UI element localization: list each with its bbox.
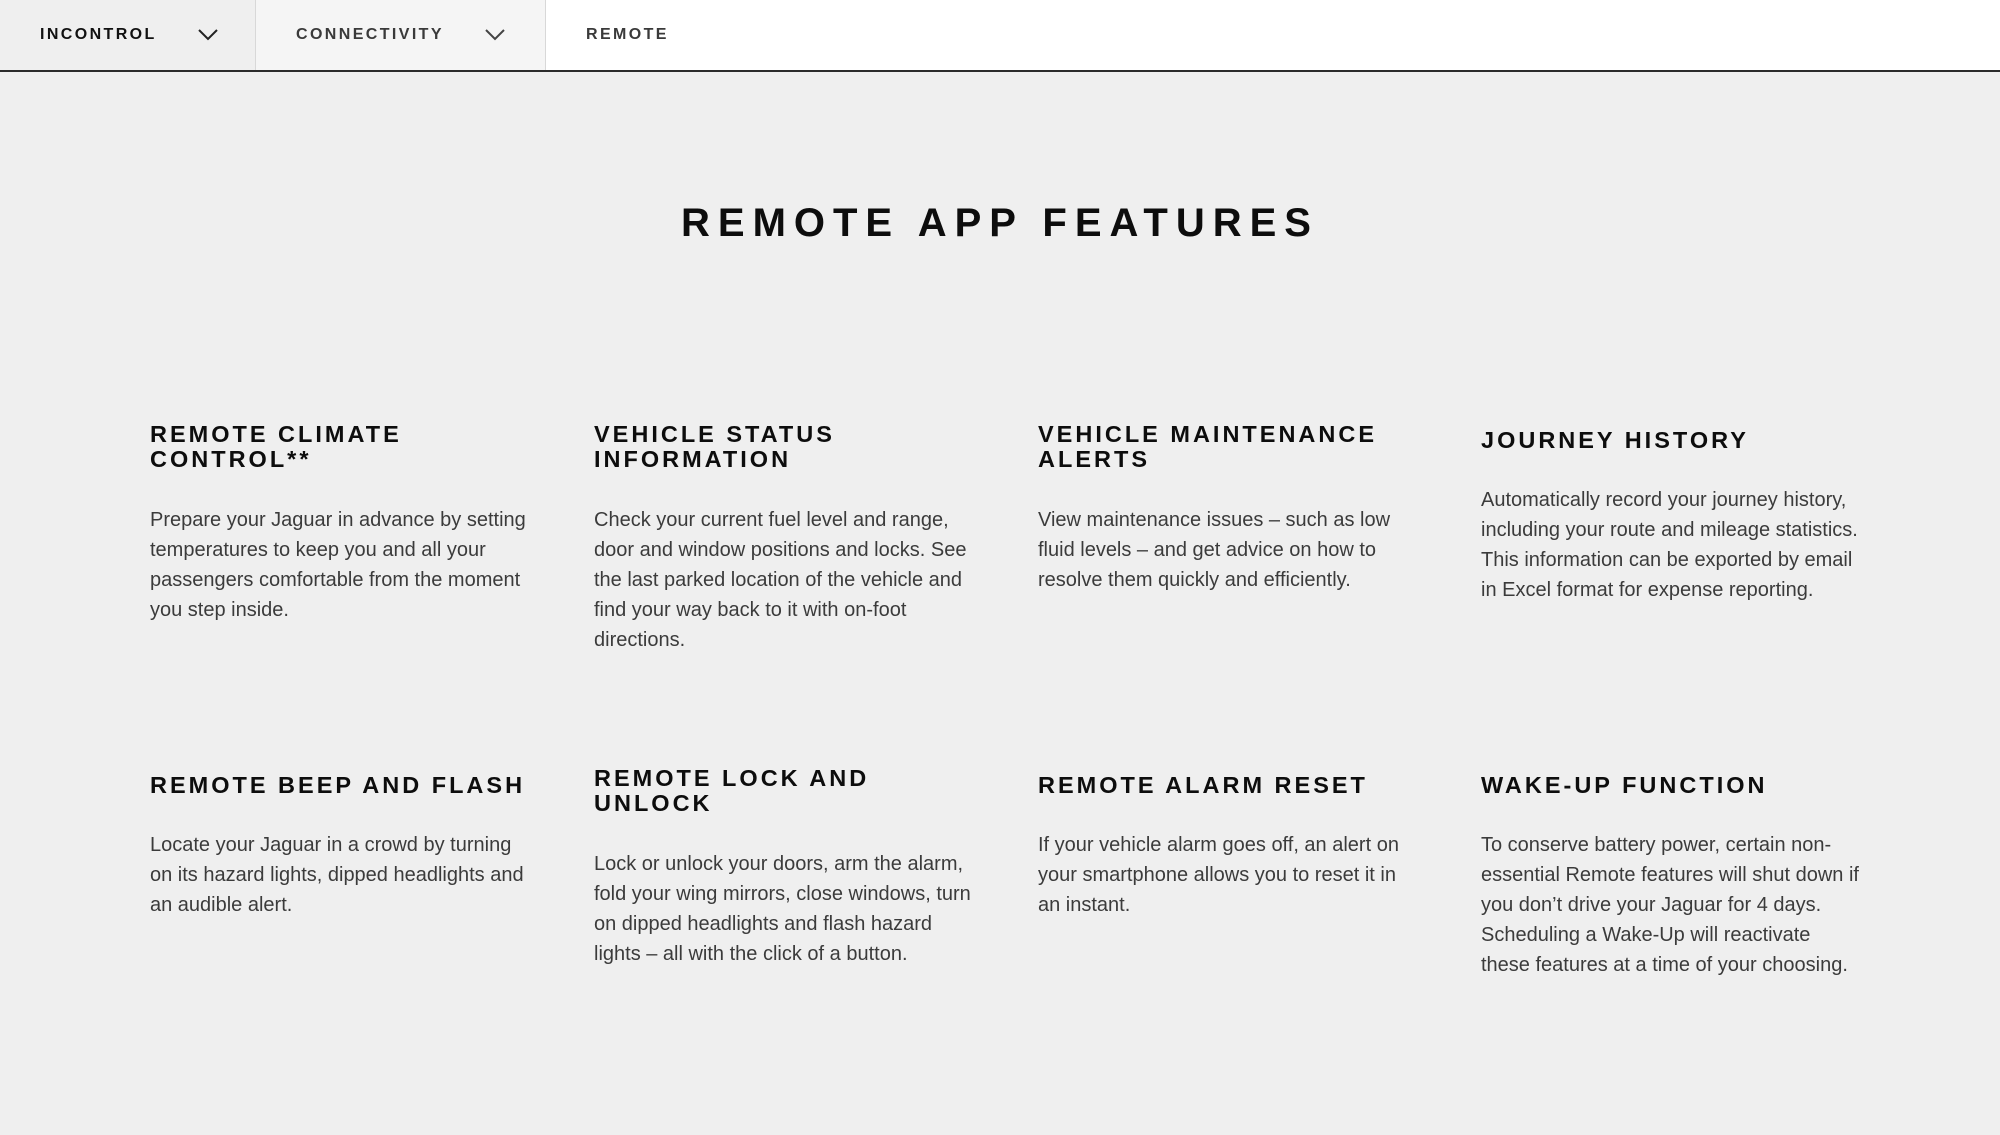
feature-title: JOURNEY HISTORY [1481, 427, 1749, 453]
section-navigation-bar [0, 0, 2000, 72]
feature-title: REMOTE ALARM RESET [1038, 772, 1368, 798]
feature-description: Automatically record your journey history, including your route and mileage statistics. This information can be exported by email in Excel format for expense reporting. [1481, 489, 1858, 601]
tab-remote[interactable] [546, 0, 709, 70]
feature-description: To conserve battery power, certain non-essential Remote features will shut down if you don’t drive your Jaguar for 4 days. Scheduling a Wake-Up will reactivate these features at a time of your choosing. [1481, 834, 1859, 976]
feature-title: VEHICLE STATUS INFORMATION [594, 421, 835, 472]
feature-description: Lock or unlock your doors, arm the alarm, fold your wing mirrors, close windows, turn on dipped headlights and flash hazard lights – all with the click of a button. [594, 853, 971, 965]
feature-title: REMOTE BEEP AND FLASH [150, 772, 526, 798]
feature-wake-up-function [1481, 769, 1861, 980]
tab-incontrol[interactable] [0, 0, 256, 70]
feature-title: REMOTE LOCK AND UNLOCK [594, 765, 870, 816]
feature-title: REMOTE CLIMATE CONTROL** [150, 421, 402, 472]
tab-connectivity[interactable] [256, 0, 546, 70]
feature-description: Prepare your Jaguar in advance by setting temperatures to keep you and all your passengers comfortable from the moment you step inside. [150, 509, 526, 621]
feature-vehicle-maintenance-alerts [1038, 422, 1418, 595]
feature-vehicle-status-information [594, 422, 974, 655]
feature-remote-alarm-reset [1038, 769, 1418, 920]
feature-remote-lock-and-unlock [594, 766, 974, 969]
tab-remote-label: REMOTE [586, 26, 669, 43]
tab-incontrol-label: INCONTROL [40, 26, 157, 43]
feature-remote-beep-and-flash [150, 769, 530, 920]
chevron-down-icon[interactable] [197, 24, 219, 46]
feature-description: Locate your Jaguar in a crowd by turning on its hazard lights, dipped headlights and an audible alert. [150, 834, 524, 916]
feature-remote-climate-control [150, 422, 530, 625]
chevron-down-icon[interactable] [484, 24, 506, 46]
feature-journey-history [1481, 424, 1861, 605]
page-title: REMOTE APP FEATURES [681, 201, 1319, 245]
tab-connectivity-label: CONNECTIVITY [296, 26, 444, 43]
feature-title: WAKE-UP FUNCTION [1481, 772, 1768, 798]
feature-description: If your vehicle alarm goes off, an alert on your smartphone allows you to reset it in an instant. [1038, 834, 1399, 916]
feature-title: VEHICLE MAINTENANCE ALERTS [1038, 421, 1378, 472]
feature-description: Check your current fuel level and range, door and window positions and locks. See the last parked location of the vehicle and find your way back to it with on-foot directions. [594, 509, 967, 651]
feature-description: View maintenance issues – such as low fluid levels – and get advice on how to resolve them quickly and efficiently. [1038, 509, 1391, 591]
features-section [0, 72, 2000, 1135]
